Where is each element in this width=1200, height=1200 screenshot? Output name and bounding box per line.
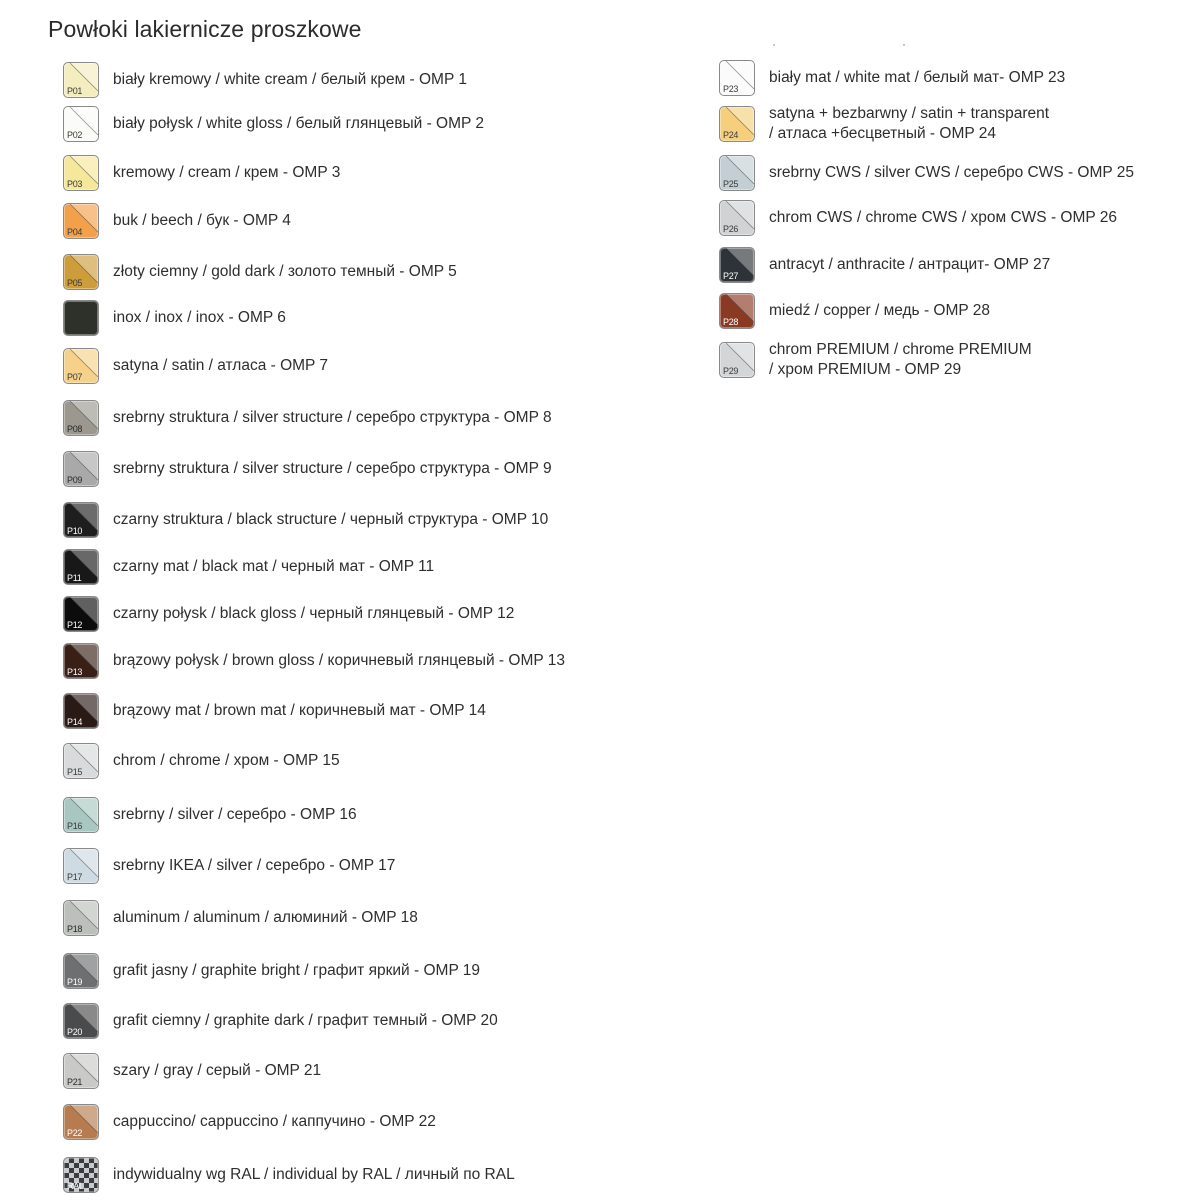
swatch-code: P28 bbox=[723, 317, 739, 327]
color-swatch-label: indywidualny wg RAL / individual by RAL / личный по RAL bbox=[113, 1166, 515, 1183]
color-swatch-item bbox=[63, 155, 340, 191]
color-swatch bbox=[63, 300, 99, 336]
swatch-code: P23 bbox=[723, 84, 739, 94]
color-swatch-label-line: satyna + bezbarwny / satin + transparent bbox=[769, 105, 1050, 122]
color-swatch-label: szary / gray / серый - OMP 21 bbox=[113, 1062, 322, 1079]
color-swatch-item bbox=[63, 1053, 321, 1089]
color-swatch bbox=[63, 848, 99, 884]
color-swatch-item bbox=[63, 400, 552, 436]
color-swatch-label bbox=[769, 68, 1065, 88]
color-swatch-label: brązowy połysk / brown gloss / коричневый глянцевый - OMP 13 bbox=[113, 652, 565, 669]
color-swatch-item bbox=[63, 348, 328, 384]
color-swatch bbox=[63, 1104, 99, 1140]
color-swatch-label-line: / атласа +бесцветный - OMP 24 bbox=[769, 125, 996, 142]
color-swatch bbox=[63, 400, 99, 436]
color-swatch-item bbox=[63, 953, 480, 989]
color-swatch-item bbox=[63, 62, 467, 98]
swatch-code: P04 bbox=[67, 227, 83, 237]
color-swatch-label: srebrny struktura / silver structure / серебро структура - OMP 8 bbox=[113, 409, 552, 426]
page-title: Powłoki lakiernicze proszkowe bbox=[48, 16, 362, 42]
color-swatch bbox=[719, 247, 755, 283]
color-swatch bbox=[719, 155, 755, 191]
swatch-code: P21 bbox=[67, 1077, 83, 1087]
color-swatch-item bbox=[63, 1157, 515, 1193]
swatch-code: P13 bbox=[67, 667, 83, 677]
color-swatch bbox=[719, 106, 755, 142]
color-swatch-label: buk / beech / бук - OMP 4 bbox=[113, 212, 291, 229]
color-swatch-item bbox=[63, 1104, 436, 1140]
color-swatch-label: kremowy / cream / крем - OMP 3 bbox=[113, 164, 341, 181]
color-swatch-item bbox=[719, 104, 1049, 144]
decorative-dot bbox=[903, 44, 905, 46]
color-swatch-label: aluminum / aluminum / алюминий - OMP 18 bbox=[113, 909, 418, 926]
swatch-code: P09 bbox=[67, 475, 83, 485]
color-swatch-label bbox=[769, 104, 1049, 144]
color-swatch-item bbox=[63, 254, 457, 290]
color-swatch-item bbox=[719, 60, 1065, 96]
color-swatch-label: złoty ciemny / gold dark / золото темный - OMP 5 bbox=[113, 263, 457, 280]
color-swatch-label: inox / inox / inox - OMP 6 bbox=[113, 309, 286, 326]
color-swatch-label: grafit jasny / graphite bright / графит яркий - OMP 19 bbox=[113, 962, 481, 979]
color-swatch bbox=[63, 596, 99, 632]
color-swatch-label: czarny mat / black mat / черный мат - OMP 11 bbox=[113, 558, 435, 575]
color-swatch-label: grafit ciemny / graphite dark / графит темный - OMP 20 bbox=[113, 1012, 498, 1029]
swatch-code: P15 bbox=[67, 767, 83, 777]
color-swatch-item bbox=[63, 643, 565, 679]
color-swatch bbox=[63, 643, 99, 679]
color-swatch-label: biały połysk / white gloss / белый глянцевый - OMP 2 bbox=[113, 115, 484, 132]
color-swatch bbox=[63, 254, 99, 290]
color-swatch bbox=[63, 549, 99, 585]
color-swatch-label: biały kremowy / white cream / белый крем - OMP 1 bbox=[113, 71, 467, 88]
color-swatch bbox=[63, 451, 99, 487]
color-swatch bbox=[63, 1003, 99, 1039]
color-swatch bbox=[63, 348, 99, 384]
color-swatch-label: srebrny IKEA / silver / серебро - OMP 17 bbox=[113, 857, 396, 874]
color-swatch-label-line: biały mat / white mat / белый мат- OMP 23 bbox=[769, 69, 1066, 86]
color-swatch-item bbox=[63, 900, 418, 936]
color-swatch bbox=[63, 1053, 99, 1089]
swatch-shading bbox=[64, 301, 98, 335]
decorative-dot bbox=[773, 44, 775, 46]
swatch-code: P16 bbox=[67, 821, 83, 831]
color-swatch-item bbox=[719, 200, 1117, 236]
color-swatch-label: srebrny / silver / серебро - OMP 16 bbox=[113, 806, 357, 823]
color-swatch-label: satyna / satin / атласа - OMP 7 bbox=[113, 357, 329, 374]
color-swatch bbox=[63, 797, 99, 833]
color-swatch bbox=[63, 155, 99, 191]
swatch-code: P14 bbox=[67, 717, 83, 727]
swatch-code: P26 bbox=[723, 224, 739, 234]
color-swatch-label bbox=[769, 255, 1050, 275]
color-swatch-item bbox=[719, 155, 1134, 191]
color-swatch-label: brązowy mat / brown mat / коричневый мат - OMP 14 bbox=[113, 702, 486, 719]
color-swatch bbox=[63, 62, 99, 98]
color-swatch-label-line: miedź / copper / медь - OMP 28 bbox=[769, 302, 990, 319]
color-swatch bbox=[63, 900, 99, 936]
color-swatch-item bbox=[63, 693, 486, 729]
color-swatch bbox=[63, 1157, 99, 1193]
color-swatch-label: srebrny struktura / silver structure / серебро структура - OMP 9 bbox=[113, 460, 552, 477]
swatch-code: P22 bbox=[67, 1128, 83, 1138]
swatch-code: P11 bbox=[67, 573, 82, 583]
color-swatch-label bbox=[769, 163, 1134, 183]
color-swatch-item bbox=[63, 848, 395, 884]
swatch-code: P29 bbox=[723, 366, 739, 376]
swatch-code: P20 bbox=[67, 1027, 83, 1037]
color-swatch-label: chrom / chrome / хром - OMP 15 bbox=[113, 752, 340, 769]
color-swatch bbox=[63, 953, 99, 989]
swatch-code: P12 bbox=[67, 620, 83, 630]
color-swatch bbox=[63, 502, 99, 538]
color-swatch-item bbox=[63, 203, 291, 239]
swatch-code: P05 bbox=[67, 278, 83, 288]
color-swatch-item bbox=[63, 451, 552, 487]
swatch-code: P10 bbox=[67, 526, 83, 536]
color-swatch bbox=[719, 60, 755, 96]
color-swatch bbox=[719, 200, 755, 236]
color-swatch-item bbox=[719, 340, 1032, 380]
color-swatch bbox=[63, 693, 99, 729]
color-swatch bbox=[63, 743, 99, 779]
color-swatch bbox=[63, 106, 99, 142]
swatch-code: P03 bbox=[67, 179, 83, 189]
color-swatch-label-line: antracyt / anthracite / антрацит- OMP 27 bbox=[769, 256, 1051, 273]
swatch-code: P27 bbox=[723, 271, 739, 281]
color-swatch-item bbox=[63, 596, 514, 632]
color-swatch-item bbox=[63, 797, 357, 833]
color-swatch-label-line: chrom CWS / chrome CWS / хром CWS - OMP 26 bbox=[769, 209, 1117, 226]
color-swatch-item bbox=[719, 247, 1050, 283]
color-swatch-item bbox=[63, 502, 548, 538]
swatch-code: RAL bbox=[67, 1181, 84, 1191]
swatch-code: P18 bbox=[67, 924, 83, 934]
color-swatch-item bbox=[63, 743, 340, 779]
color-swatch-item bbox=[63, 106, 484, 142]
color-swatch-label bbox=[769, 208, 1117, 228]
color-swatch-label bbox=[769, 340, 1032, 380]
swatch-code: P07 bbox=[67, 372, 83, 382]
color-swatch-label-line: chrom PREMIUM / chrome PREMIUM bbox=[769, 341, 1032, 358]
color-swatch bbox=[63, 203, 99, 239]
color-swatch-label-line: / хром PREMIUM - OMP 29 bbox=[769, 361, 962, 378]
color-swatch bbox=[719, 342, 755, 378]
color-swatch-item bbox=[63, 549, 434, 585]
swatch-code: P19 bbox=[67, 977, 83, 987]
swatch-code: P25 bbox=[723, 179, 739, 189]
color-swatch-label: czarny struktura / black structure / черный структура - OMP 10 bbox=[113, 511, 549, 528]
swatch-code: P17 bbox=[67, 872, 83, 882]
color-swatch-label: czarny połysk / black gloss / черный глянцевый - OMP 12 bbox=[113, 605, 515, 622]
color-swatch-item bbox=[63, 300, 286, 336]
color-swatch-item bbox=[63, 1003, 498, 1039]
swatch-code: P01 bbox=[67, 86, 83, 96]
color-swatch-label-line: srebrny CWS / silver CWS / серебро CWS - OMP 25 bbox=[769, 164, 1134, 181]
color-swatch-label: cappuccino/ cappuccino / каппучино - OMP 22 bbox=[113, 1113, 436, 1130]
swatch-code: P02 bbox=[67, 130, 83, 140]
color-swatch-item bbox=[719, 293, 990, 329]
swatch-code: P24 bbox=[723, 130, 739, 140]
swatch-code: P08 bbox=[67, 424, 83, 434]
color-swatch-label bbox=[769, 301, 990, 321]
color-swatch bbox=[719, 293, 755, 329]
